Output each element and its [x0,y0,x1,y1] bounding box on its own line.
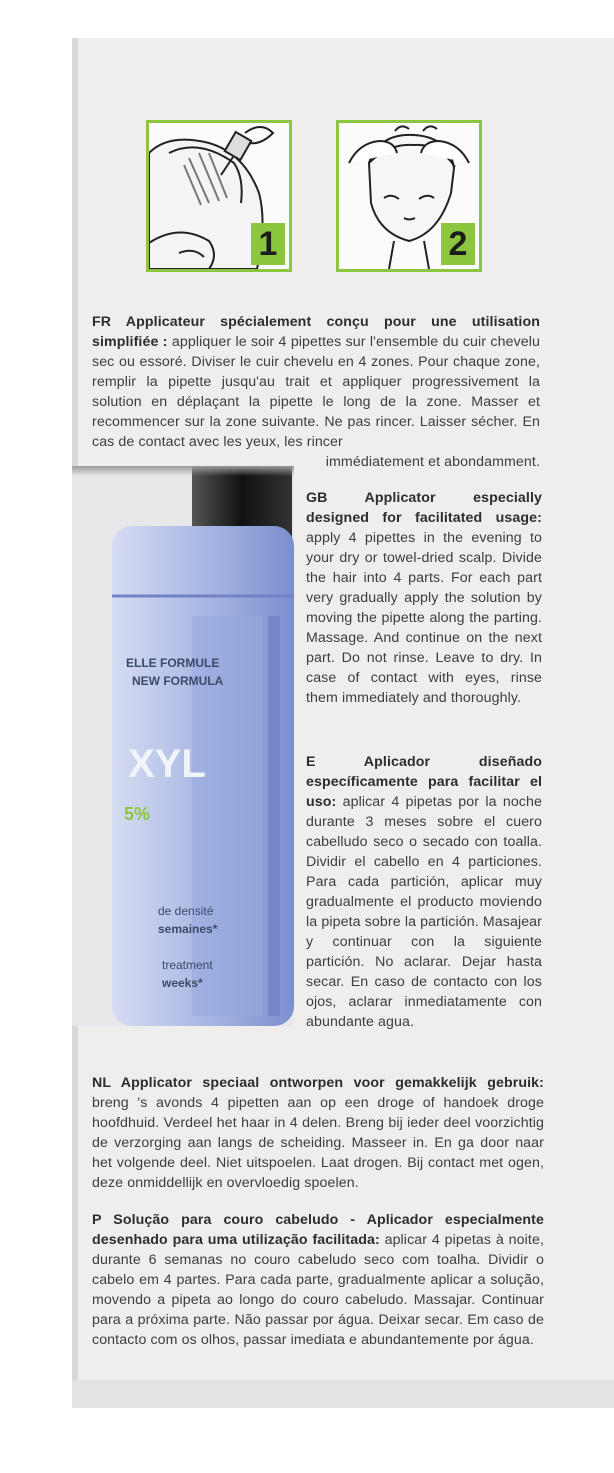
bottle-claim-en-1: treatment [162,958,213,972]
package-window [72,466,294,1026]
instructions-es-body: aplicar 4 pipetas por la noche durante 3 meses sobre el cuero cabelludo seco o secado con toalla. Dividir el cabello en 4 particiones. Para cada partición, aplicar muy gradualmente el producto moviendo la pipeta sobre la partición. Masajear y continuar con la siguiente partición. No aclarar. Dejar hasta secar. En caso de contacto con los ojos, aclarar inmediatamente con abundante agua. [306,794,542,1030]
bottle-formula-fr: ELLE FORMULE [126,656,220,670]
instructions-nl-body: breng 's avonds 4 pipetten aan op een droge of handoek droge hoofdhuid. Verdeel het haar in 4 delen. Breng bij ieder deel voorzichtig de verzorging aan langs de scheiding. Masseer in. En ga door naar het volgende deel. Niet uitspoelen. Laat drogen. Bij contact met ogen, deze onmiddellijk en overvloedig spoelen. [92,1095,544,1191]
step-2-illustration [336,120,482,272]
package-bottom-fold [72,1380,614,1408]
instructions-es [306,752,542,1032]
instructions-gb-lead: GB Applicator especially designed for facilitated usage: [306,490,542,526]
bottle-claim-en-2: weeks* [162,976,203,990]
step-number-2: 2 [441,223,475,265]
step-number-1: 1 [251,223,285,265]
instructions-nl [92,1073,544,1193]
instructions-pt [92,1210,544,1350]
bottle-claim-fr-2: semaines* [158,922,218,936]
step-1-illustration [146,120,292,272]
instructions-fr-end: immédiatement et abondamment. [325,454,540,470]
instructions-pt-body: aplicar 4 pipetas à noite, durante 6 semanas no couro cabeludo seco com toalha. Dividir o cabelo em 4 partes. Para cada parte, gradualmente aplicar a solução, movendo a pipeta ao longo do couro cabeludo. Massajar. Continuar para a próxima parte. Não passar por água. Deixar secar. Em caso de contacto com os olhos, passar imediata e abundantemente por água. [92,1232,544,1348]
bottle-brand: XYL [128,742,206,786]
instructions-pt-lead: P Solução para couro cabeludo - Aplicador especialmente desenhado para uma utilização facilitada: [92,1212,544,1248]
bottle-formula-en: NEW FORMULA [132,674,224,688]
instructions-nl-lead: NL Applicator speciaal ontworpen voor gemakkelijk gebruik: [92,1075,544,1091]
bottle-claim-fr-1: de densité [158,904,214,918]
instructions-gb-body: apply 4 pipettes in the evening to your dry or towel-dried scalp. Divide the hair into 4 parts. For each part very gradually apply the solution by moving the pipette along the parting. Massage. And continue on the next part. Do not rinse. Leave to dry. In case of contact with eyes, rinse them immediately and thoroughly. [306,530,542,706]
instructions-fr-body: appliquer le soir 4 pipettes sur l'ensemble du cuir chevelu sec ou essoré. Diviser le cuir chevelu en 4 zones. Pour chaque zone, remplir la pipette jusqu'au trait et appliquer progressivement la solution en déplaçant la pipette le long de la zone. Masser et recommencer sur la zone suivante. Ne pas rincer. Laisser sécher. En cas de contact avec les yeux, les rincer [92,334,541,450]
window-shadow [72,466,294,476]
instructions-gb [306,488,542,708]
bottle-percent: 5% [124,804,151,824]
instructions-fr [92,312,540,452]
instructions-fr-lead: FR Applicateur spécialement conçu pour une utilisation simplifiée : [92,314,540,350]
instructions-es-lead: E Aplicador diseñado específicamente para facilitar el uso: [306,754,542,810]
